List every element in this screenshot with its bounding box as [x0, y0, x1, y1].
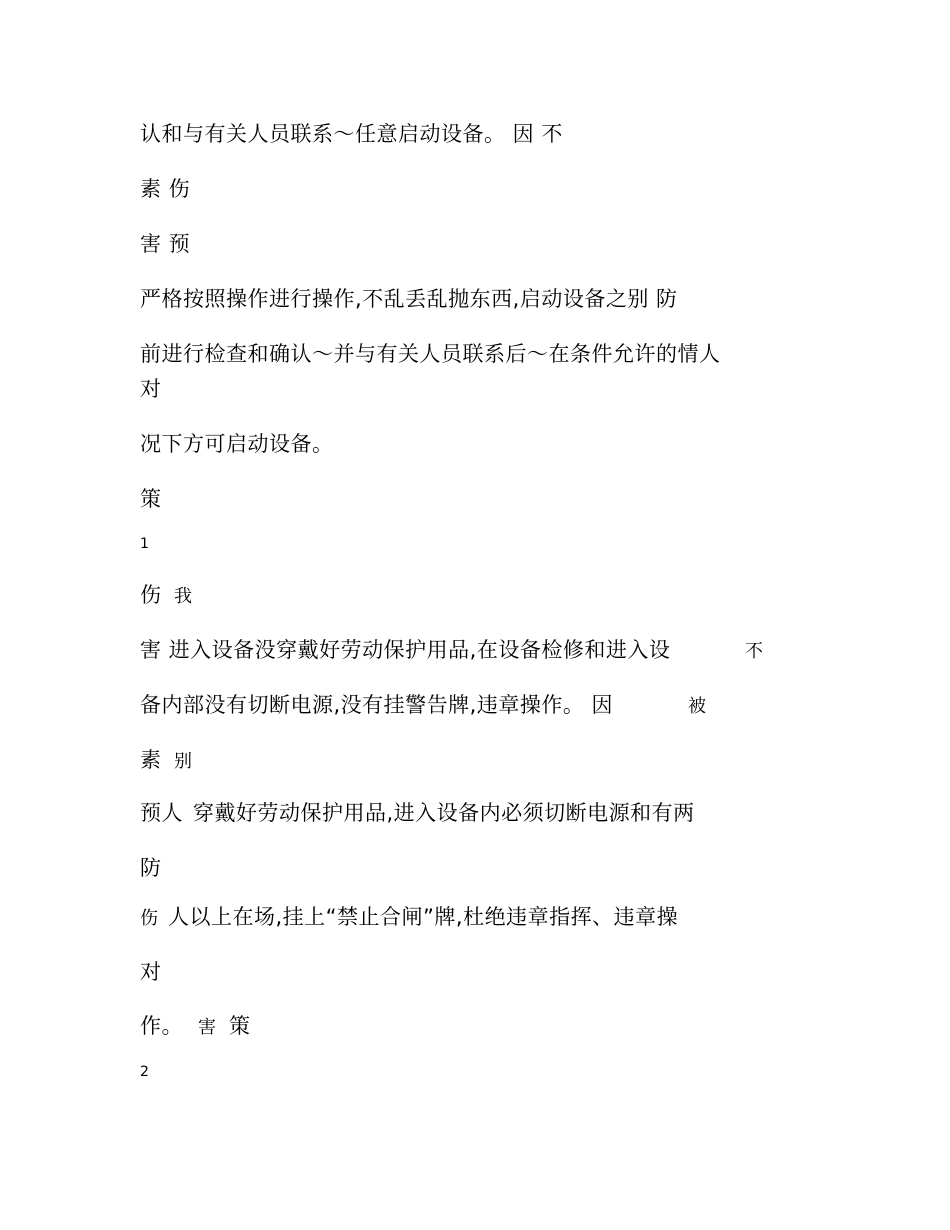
text-line-11-side: 被 — [688, 696, 707, 717]
text-line-1: 认和与有关人员联系～任意启动设备。 因 不 — [140, 122, 563, 146]
page-number-2: 2 — [140, 1064, 150, 1080]
text-line-14: 防 — [140, 856, 162, 880]
text-line-16: 对 — [140, 960, 162, 984]
text-line-13: 穿戴好劳动保护用品,进入设备内必须切断电源和有两 — [193, 801, 695, 825]
text-line-8: 策 — [140, 487, 162, 511]
text-line-2: 素 伤 — [140, 177, 191, 201]
text-line-12-side: 别 — [174, 751, 193, 772]
text-line-12: 素 — [140, 748, 162, 772]
text-line-10-side: 不 — [745, 641, 764, 662]
text-line-4: 严格按照操作进行操作,不乱丢乱抛东西,启动设备之别 防 — [140, 287, 678, 311]
text-line-6: 对 — [140, 377, 162, 401]
text-line-17-side: 害 — [198, 1017, 217, 1038]
text-line-17-end: 策 — [229, 1014, 251, 1038]
text-line-15-prefix: 伤 — [140, 908, 159, 929]
text-line-7: 况下方可启动设备。 — [140, 432, 334, 456]
text-line-10: 害 进入设备没穿戴好劳动保护用品,在设备检修和进入设 — [140, 638, 671, 662]
text-line-11: 备内部没有切断电源,没有挂警告牌,违章操作。 因 — [140, 693, 614, 717]
text-line-17: 作。 — [140, 1014, 183, 1038]
text-line-9: 伤 — [140, 583, 162, 607]
text-line-13-prefix: 预人 — [140, 801, 183, 825]
text-line-5: 前进行检查和确认～并与有关人员联系后～在条件允许的情人 — [140, 342, 721, 366]
text-line-9-side: 我 — [174, 586, 193, 607]
text-line-15: 人以上在场,挂上“禁止合闸”牌,杜绝违章指挥、违章操 — [168, 905, 679, 929]
text-line-3: 害 预 — [140, 232, 191, 256]
page-number-1: 1 — [140, 536, 150, 552]
